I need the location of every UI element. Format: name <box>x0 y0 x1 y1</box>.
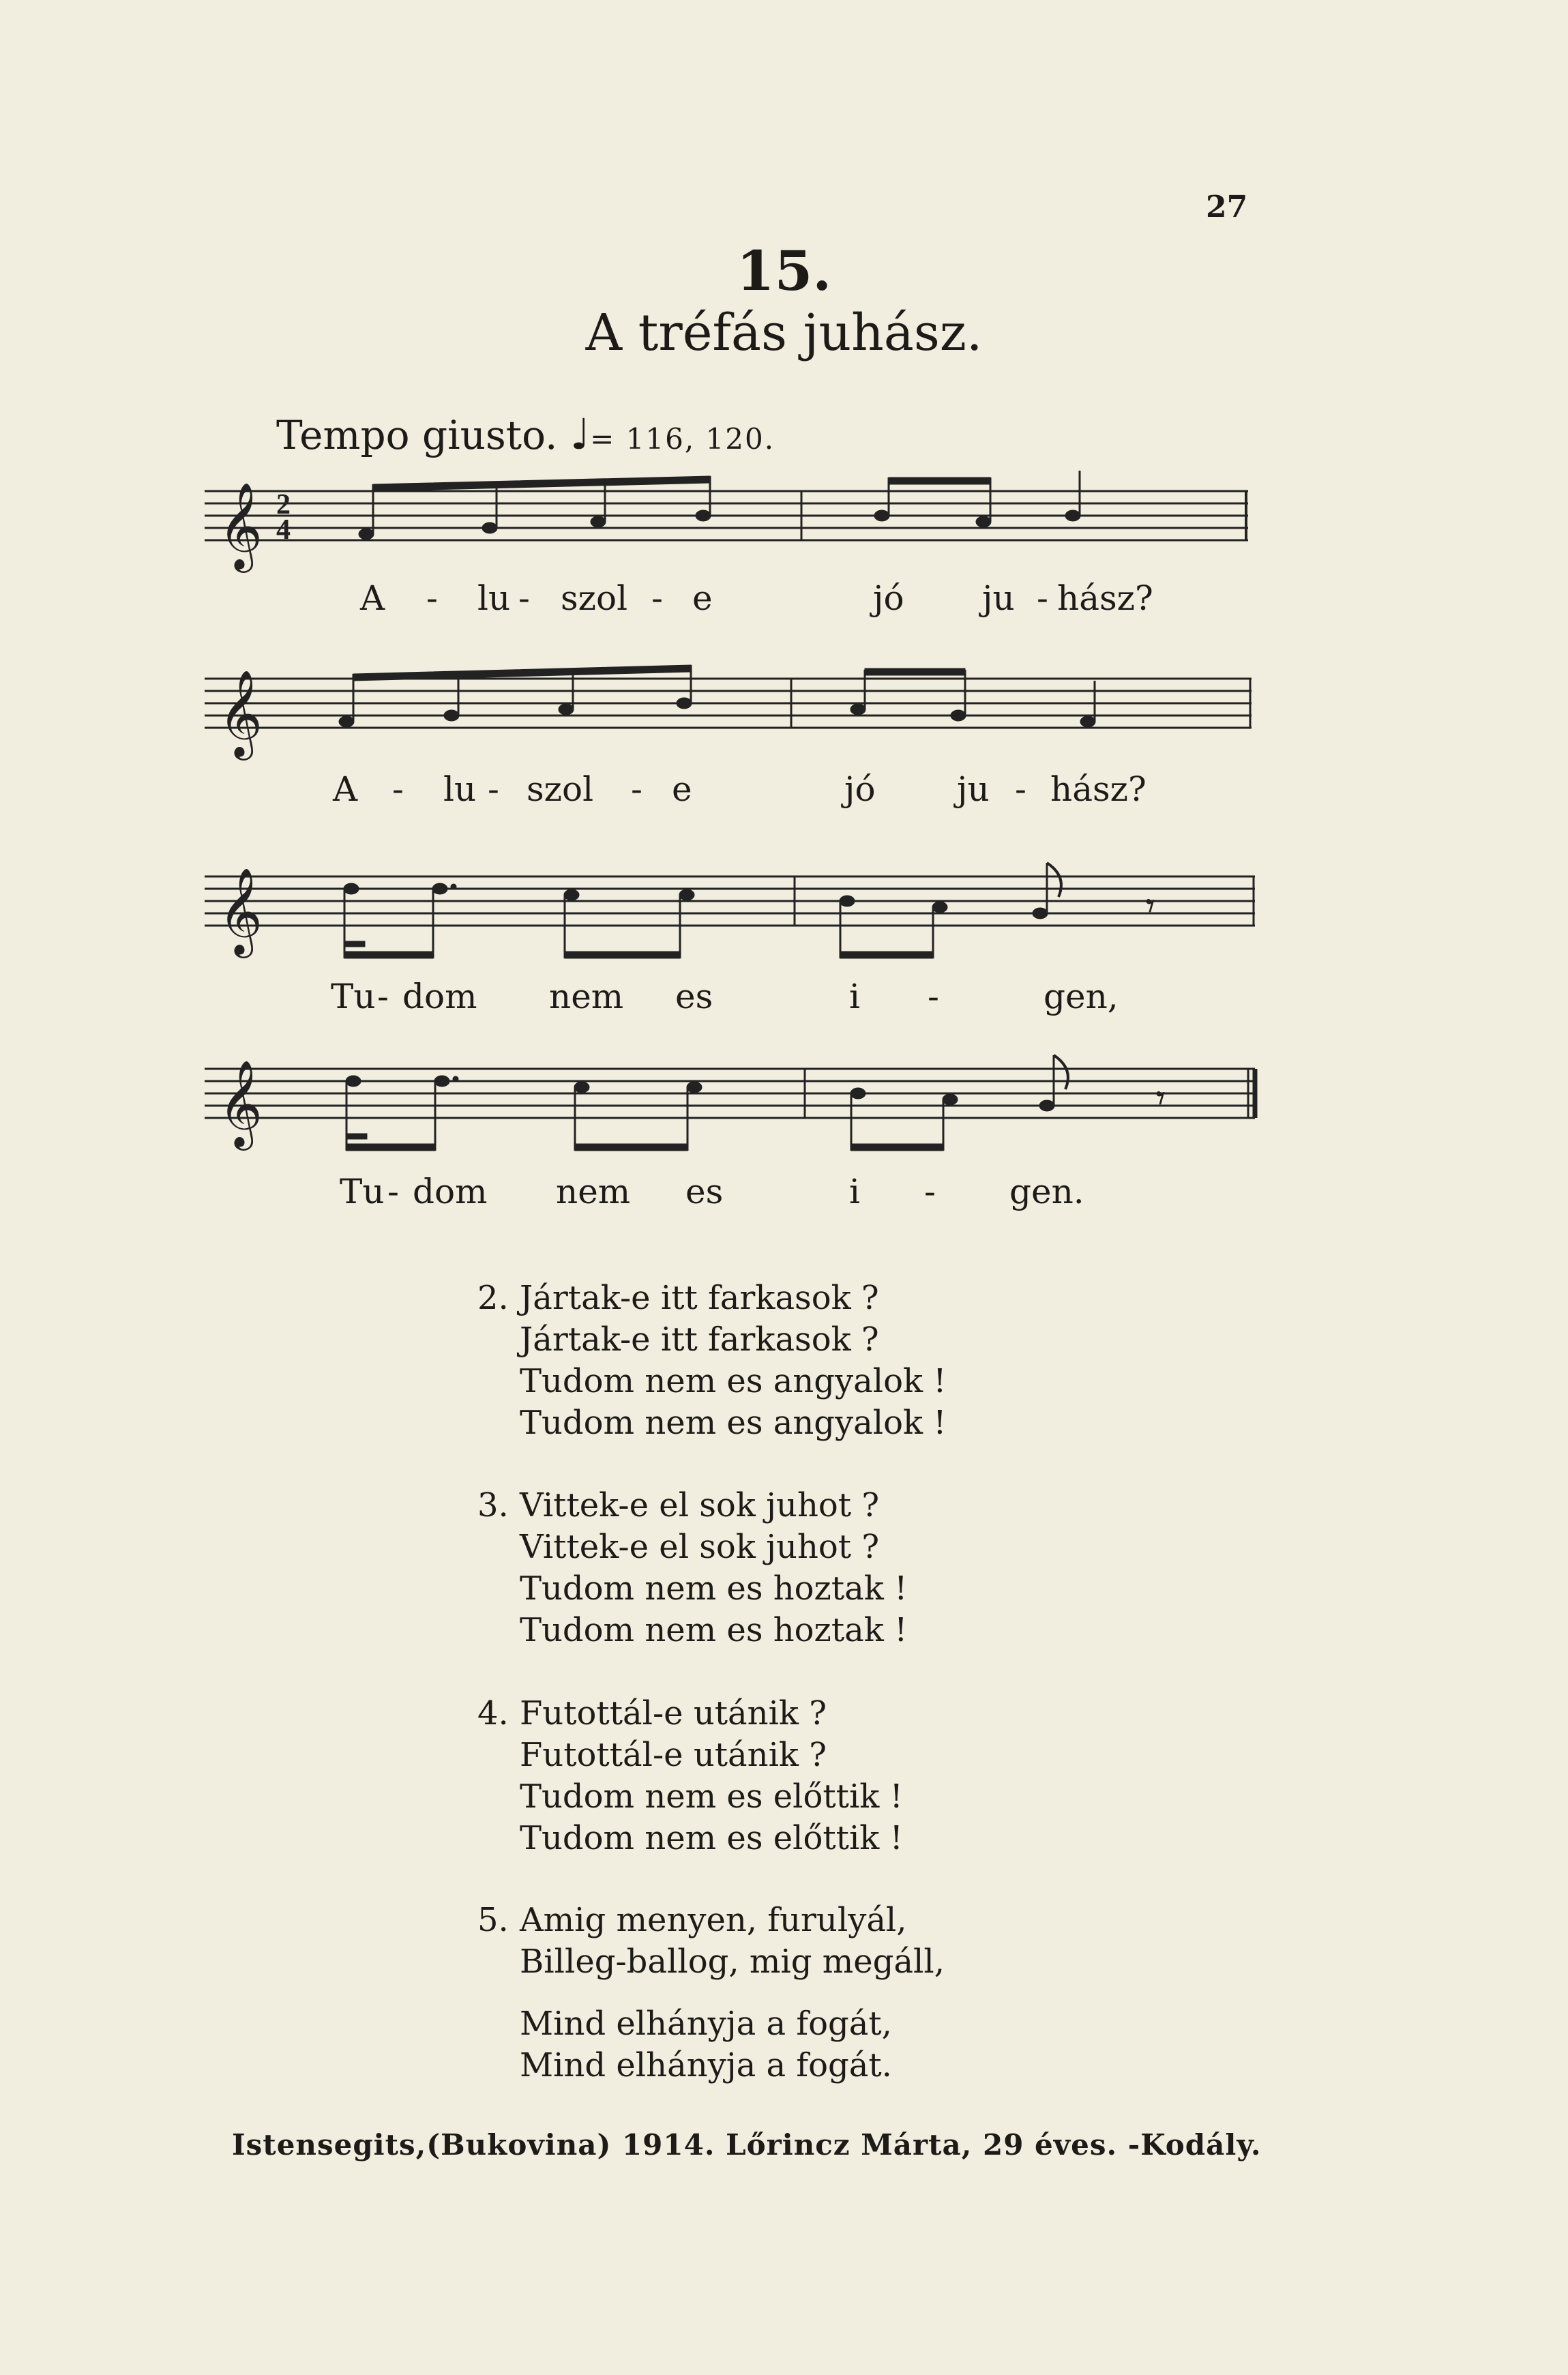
verse-line: Billeg-ballog, mig megáll, <box>520 1943 945 1981</box>
lyric-hyphen: - <box>488 769 499 809</box>
note-head <box>1033 908 1048 919</box>
lyric-syllable: szol <box>561 578 628 618</box>
lyric-hyphen: - <box>392 769 404 809</box>
verse-line: Jártak-e itt farkasok ? <box>520 1279 879 1317</box>
note-head <box>432 883 447 894</box>
lyric-syllable: jó <box>844 769 876 809</box>
treble-clef-icon: 𝄞 <box>218 482 263 569</box>
lyric-syllable: es <box>685 1172 724 1211</box>
verse-line: Tudom nem es angyalok ! <box>520 1362 947 1400</box>
music-staff-2 <box>198 655 1262 784</box>
lyric-syllable: dom <box>413 1172 488 1211</box>
note-head <box>874 510 889 521</box>
verse-line: Jártak-e itt farkasok ? <box>520 1321 879 1359</box>
note-head <box>559 704 574 715</box>
verse-5 <box>477 1900 945 2086</box>
note-head <box>850 704 866 715</box>
note-head <box>359 529 374 540</box>
lyric-syllable: i <box>849 977 860 1016</box>
lyric-hyphen: - <box>426 578 438 618</box>
lyric-syllable: es <box>675 977 713 1016</box>
lyric-syllable: nem <box>556 1172 631 1211</box>
time-signature <box>276 489 291 546</box>
lyric-syllable: A <box>360 578 385 618</box>
lyric-hyphen: - <box>518 578 530 618</box>
lyric-syllable: szol <box>527 769 594 809</box>
note-head <box>564 889 579 900</box>
lyric-hyphen: - <box>924 1172 936 1211</box>
lyric-syllable: hász? <box>1050 769 1147 809</box>
note-head <box>1080 716 1095 727</box>
verse-line: Mind elhányja a fogát, <box>520 2005 892 2043</box>
song-title: A tréfás juhász. <box>585 304 983 362</box>
lyric-syllable: lu <box>443 769 477 809</box>
verse-line: Amig menyen, furulyál, <box>520 1901 907 1939</box>
note-head <box>434 1076 449 1087</box>
verse-number: 2. <box>477 1279 509 1317</box>
lyric-syllable: Tu <box>340 1172 385 1211</box>
note-head <box>1039 1100 1054 1111</box>
verse-line: Tudom nem es angyalok ! <box>520 1404 947 1442</box>
lyric-syllable: e <box>692 578 713 618</box>
lyric-syllable: Tu <box>331 977 376 1016</box>
note-head <box>696 510 711 521</box>
note-head <box>932 902 947 913</box>
lyric-syllable: gen. <box>1009 1172 1084 1211</box>
music-staff-3 <box>198 846 1262 975</box>
lyric-syllable: i <box>849 1172 860 1211</box>
note-head <box>976 516 991 527</box>
lyric-syllable: A <box>333 769 358 809</box>
note-head <box>339 716 354 727</box>
lyric-hyphen: - <box>1015 769 1026 809</box>
note-head <box>951 710 966 721</box>
lyric-hyphen: - <box>631 769 642 809</box>
note-head <box>850 1088 866 1099</box>
verse-number: 5. <box>477 1901 509 1939</box>
note-head <box>679 889 694 900</box>
lyrics-line-1 <box>0 578 1568 619</box>
source-note: Istensegits,(Bukovina) 1914. Lőrincz Márta, 29 éves. -Kodály. <box>232 2128 1262 2162</box>
note-head <box>344 883 359 894</box>
lyric-hyphen: - <box>928 977 939 1016</box>
lyric-hyphen: - <box>377 977 389 1016</box>
note-head <box>346 1076 361 1087</box>
verse-3 <box>477 1485 907 1651</box>
note-head <box>1065 510 1080 521</box>
lyric-syllable: hász? <box>1057 578 1153 618</box>
lyric-hyphen: - <box>651 578 663 618</box>
treble-clef-icon: 𝄞 <box>218 867 263 954</box>
lyric-syllable: jó <box>873 578 904 618</box>
metronome-value: = 116, 120. <box>590 422 775 456</box>
tempo-text: Tempo giusto. <box>276 412 558 458</box>
lyric-syllable: ju <box>957 769 990 809</box>
lyric-syllable: nem <box>549 977 624 1016</box>
verse-line: Vittek-e el sok juhot ? <box>520 1528 880 1566</box>
eighth-rest-icon: 𝄾 <box>1156 1078 1166 1118</box>
verse-line: Tudom nem es előttik ! <box>520 1777 903 1816</box>
lyric-syllable: ju <box>982 578 1015 618</box>
verse-number: 4. <box>477 1694 509 1732</box>
time-signature-bottom: 4 <box>276 514 291 546</box>
treble-clef-icon: 𝄞 <box>218 669 263 756</box>
note-head <box>574 1082 589 1093</box>
note-head <box>687 1082 702 1093</box>
song-number: 15. <box>736 239 832 303</box>
verse-line: Tudom nem es hoztak ! <box>520 1569 908 1608</box>
note-head <box>677 698 692 709</box>
quarter-note-icon: ♩ <box>569 409 591 459</box>
treble-clef-icon: 𝄞 <box>218 1059 263 1147</box>
verse-line: Tudom nem es hoztak ! <box>520 1611 908 1649</box>
note-head <box>444 710 459 721</box>
lyric-syllable: e <box>672 769 692 809</box>
verse-4 <box>477 1693 903 1859</box>
note-head <box>591 516 606 527</box>
verse-number: 3. <box>477 1486 509 1524</box>
lyric-syllable: gen, <box>1044 977 1119 1016</box>
note-head <box>482 522 497 533</box>
note-head <box>943 1094 958 1105</box>
lyric-hyphen: - <box>1037 578 1048 618</box>
note-head <box>840 896 855 906</box>
verse-line: Futottál-e utánik ? <box>520 1736 827 1774</box>
lyric-syllable: dom <box>402 977 477 1016</box>
time-signature-top: 2 <box>276 489 291 520</box>
tempo-marking <box>276 409 775 459</box>
lyric-syllable: lu <box>477 578 511 618</box>
lyric-hyphen: - <box>387 1172 399 1211</box>
verse-2 <box>477 1278 947 1444</box>
lyrics-line-2 <box>0 769 1568 810</box>
lyrics-line-3 <box>0 977 1568 1018</box>
verse-line: Tudom nem es előttik ! <box>520 1819 903 1857</box>
page-number: 27 <box>1206 190 1248 224</box>
music-staff-4 <box>198 1040 1262 1170</box>
eighth-rest-icon: 𝄾 <box>1146 886 1155 926</box>
verse-line: Vittek-e el sok juhot ? <box>520 1486 880 1524</box>
verse-line: Futottál-e utánik ? <box>520 1694 827 1732</box>
lyrics-line-4 <box>0 1172 1568 1213</box>
verse-line: Mind elhányja a fogát. <box>520 2046 892 2084</box>
